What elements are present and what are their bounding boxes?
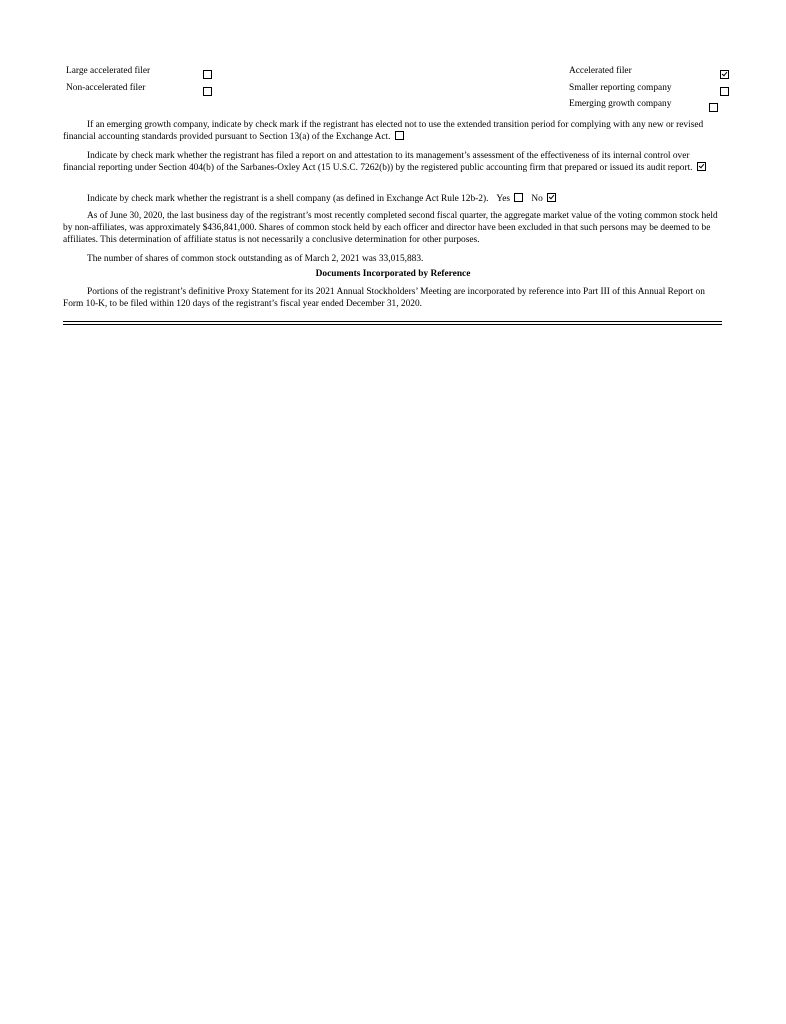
market-value-paragraph: As of June 30, 2020, the last business day of the registrant’s most recently completed second fiscal quarter, the aggregate market value of the voting common stock held by non-affiliates, was approximately $436,841,000. Shares of common stock held by each officer and director have been excluded in that such persons may be deemed to be affiliates. This determination of affiliate status is not necessarily a conclusive determination for other purposes. — [63, 211, 718, 246]
shell-company-text: Indicate by check mark whether the registrant is a shell company (as defined in Exchange Act Rule 12b-2). — [87, 194, 489, 204]
non-accelerated-filer-label: Non-accelerated filer — [66, 82, 146, 93]
smaller-reporting-company-checkbox[interactable] — [720, 87, 729, 96]
large-accelerated-filer-label: Large accelerated filer — [66, 66, 151, 76]
non-accelerated-filer-checkbox[interactable] — [203, 87, 212, 96]
shell-no-checkbox[interactable] — [547, 193, 556, 202]
accelerated-filer-checkbox[interactable] — [720, 70, 729, 79]
emerging-growth-company-checkbox[interactable] — [709, 103, 718, 112]
shares-outstanding-paragraph: The number of shares of common stock outstanding as of March 2, 2021 was 33,015,883. — [87, 254, 424, 264]
divider-rule — [63, 324, 722, 325]
emerging-growth-company-label: Emerging growth company — [569, 99, 672, 109]
emerging-growth-text: If an emerging growth company, indicate by check mark if the registrant has elected not to use the extended transition period for complying with any new or revised financial accounting standards provided pursuant to Section 13(a) of the Exchange Act. — [63, 120, 704, 143]
emerging-growth-paragraph — [63, 119, 723, 143]
shell-yes-checkbox[interactable] — [514, 193, 523, 202]
attestation-text: Indicate by check mark whether the registrant has filed a report on and attestation to its management’s assessment of the effectiveness of its internal control over financial reporting under Section 404(b) of the Sarbanes-Oxley Act (15 U.S.C. 7262(b)) by the registered public accounting firm that prepared or issued its audit report. — [63, 151, 693, 174]
divider-rule — [63, 321, 722, 322]
documents-incorporated-heading: Documents Incorporated by Reference — [315, 269, 471, 279]
filer-status-table — [66, 63, 722, 113]
proxy-statement-paragraph: Portions of the registrant’s definitive Proxy Statement for its 2021 Annual Stockholders’ Meeting are incorporated by reference into Part III of this Annual Report on Form 10-K, to be filed within 120 days of the registrant’s fiscal year ended December 31, 2020. — [63, 287, 705, 310]
large-accelerated-filer-checkbox[interactable] — [203, 70, 212, 79]
shell-company-paragraph — [63, 193, 723, 205]
filer-row — [66, 63, 722, 80]
smaller-reporting-company-label: Smaller reporting company — [569, 82, 672, 93]
attestation-paragraph — [63, 150, 723, 174]
filer-row — [66, 96, 722, 113]
filer-row — [66, 80, 722, 97]
accelerated-filer-label: Accelerated filer — [569, 66, 632, 76]
shell-yes-label: Yes — [496, 194, 511, 204]
emerging-growth-election-checkbox[interactable] — [395, 131, 404, 140]
shell-no-label: No — [531, 194, 543, 204]
attestation-report-checkbox[interactable] — [697, 162, 706, 171]
